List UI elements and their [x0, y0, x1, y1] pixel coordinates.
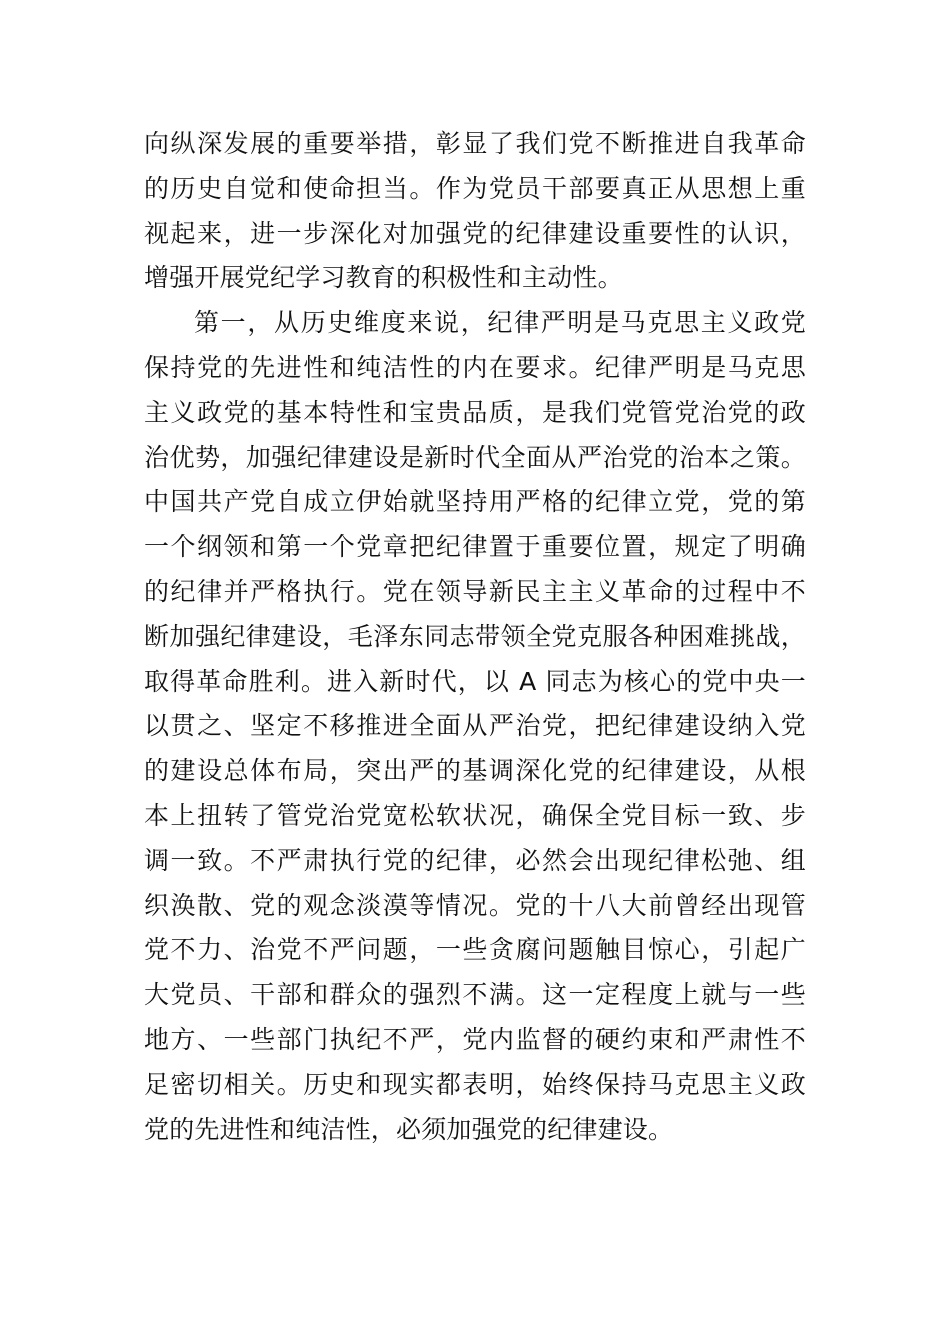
- text-line: 主义政党的基本特性和宝贵品质，是我们党管党治党的政: [144, 397, 806, 427]
- text-line: 以贯之、坚定不移推进全面从严治党，把纪律建设纳入党: [144, 711, 806, 741]
- text-line: 一个纲领和第一个党章把纪律置于重要位置，规定了明确: [144, 532, 806, 562]
- text-line: 第一，从历史维度来说，纪律严明是马克思主义政党: [194, 308, 806, 338]
- text-line: 治优势，加强纪律建设是新时代全面从严治党的治本之策。: [144, 442, 806, 472]
- text-line: 增强开展党纪学习教育的积极性和主动性。: [144, 263, 623, 293]
- text-line: 视起来，进一步深化对加强党的纪律建设重要性的认识，: [144, 218, 806, 248]
- text-line: 调一致。不严肃执行党的纪律，必然会出现纪律松弛、组: [144, 845, 806, 875]
- text-line: 断加强纪律建设，毛泽东同志带领全党克服各种困难挑战，: [144, 621, 806, 651]
- text-line: 的建设总体布局，突出严的基调深化党的纪律建设，从根: [144, 756, 806, 786]
- text-line: 的历史自觉和使命担当。作为党员干部要真正从思想上重: [144, 173, 806, 203]
- text-line: 本上扭转了管党治党宽松软状况，确保全党目标一致、步: [144, 800, 806, 830]
- text-line: 织涣散、党的观念淡漠等情况。党的十八大前曾经出现管: [144, 890, 806, 920]
- text-line: 足密切相关。历史和现实都表明，始终保持马克思主义政: [144, 1069, 806, 1099]
- text-line: 向纵深发展的重要举措，彰显了我们党不断推进自我革命: [144, 129, 806, 158]
- text-line: 地方、一些部门执纪不严，党内监督的硬约束和严肃性不: [144, 1024, 806, 1054]
- text-line: 大党员、干部和群众的强烈不满。这一定程度上就与一些: [144, 980, 806, 1010]
- paragraph-1: [144, 122, 806, 301]
- text-line: 保持党的先进性和纯洁性的内在要求。纪律严明是马克思: [144, 352, 806, 382]
- text-line: 的纪律并严格执行。党在领导新民主主义革命的过程中不: [144, 576, 806, 606]
- text-line: 中国共产党自成立伊始就坚持用严格的纪律立党，党的第: [144, 487, 806, 517]
- text-line: 党不力、治党不严问题，一些贪腐问题触目惊心，引起广: [144, 935, 806, 965]
- paragraph-2: [144, 301, 806, 1152]
- text-line: 取得革命胜利。进入新时代，以 A 同志为核心的党中央一: [144, 666, 806, 696]
- text-line: 党的先进性和纯洁性，必须加强党的纪律建设。: [144, 1114, 674, 1144]
- body-text: [144, 122, 806, 1152]
